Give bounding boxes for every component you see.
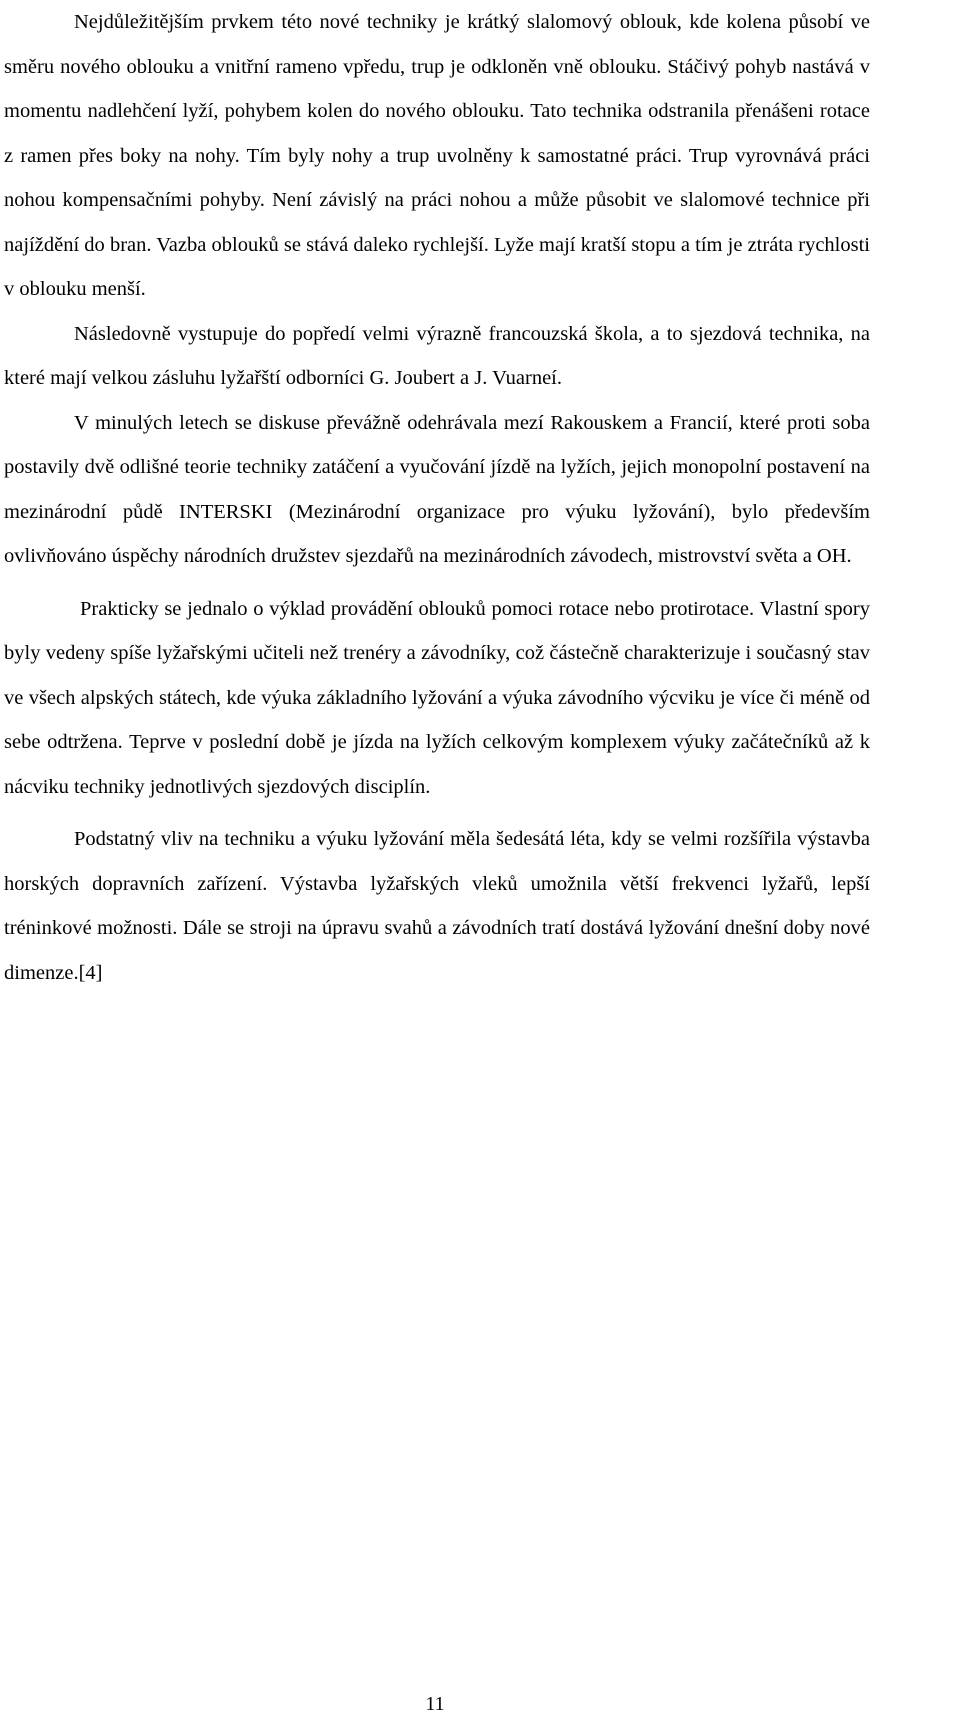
paragraph-slalom-technique: Nejdůležitějším prvkem této nové techniky je krátký slalomový oblouk, kde kolena působí ve směru nového oblouku a vnitřní rameno vpředu, trup je odkloněn vně oblouku. Stáčivý pohyb nastává v momentu nadlehčení lyží, pohybem kolen do nového oblouku. Tato technika odstranila přenášeni rotace z ramen přes boky na nohy. Tím byly nohy a trup uvolněny k samostatné práci. Trup vyrovnává práci nohou kompensačními pohyby. Není závislý na práci nohou a může působit ve slalomové technice při najíždění do bran. Vazba oblouků se stává daleko rychlejší. Lyže mají kratší stopu a tím je ztráta rychlosti v oblouku menší. — [4, 11, 870, 300]
paragraph-rotation-debate: Prakticky se jednalo o výklad provádění oblouků pomoci rotace nebo protirotace. Vlastní spory byly vedeny spíše lyžařskými učiteli než trenéry a závodníky, což částečně charakterizuje i současný stav ve všech alpských státech, kde výuka základního lyžování a výuka závodního výcviku je více či méně od sebe odtržena. Teprve v poslední době je jízda na lyžích celkovým komplexem výuky začátečníků až k nácviku techniky jednotlivých sjezdových disciplín. — [4, 597, 870, 798]
body-text — [4, 0, 870, 995]
paragraph-french-school: Následovně vystupuje do popředí velmi výrazně francouzská škola, a to sjezdová technika, na které mají velkou zásluhu lyžařští odborníci G. Joubert a J. Vuarneí. — [4, 322, 870, 389]
paragraph-austria-france-debate: V minulých letech se diskuse převážně odehrávala mezí Rakouskem a Francií, které proti soba postavily dvě odlišné teorie techniky zatáčení a vyučování jízdě na lyžích, jejich monopolní postavení na mezinárodní půdě INTERSKI (Mezinárodní organizace pro výuku lyžování), bylo především ovlivňováno úspěchy národních družstev sjezdařů na mezinárodních závodech, mistrovství světa a OH. — [4, 411, 870, 567]
page-number: 11 — [425, 1693, 445, 1715]
paragraph-sixties-influence: Podstatný vliv na techniku a výuku lyžování měla šedesátá léta, kdy se velmi rozšířila výstavba horských dopravních zařízení. Výstavba lyžařských vleků umožnila větší frekvenci lyžařů, lepší tréninkové možnosti. Dále se stroji na úpravu svahů a závodních tratí dostává lyžování dnešní doby nové dimenze.[4] — [4, 828, 870, 984]
